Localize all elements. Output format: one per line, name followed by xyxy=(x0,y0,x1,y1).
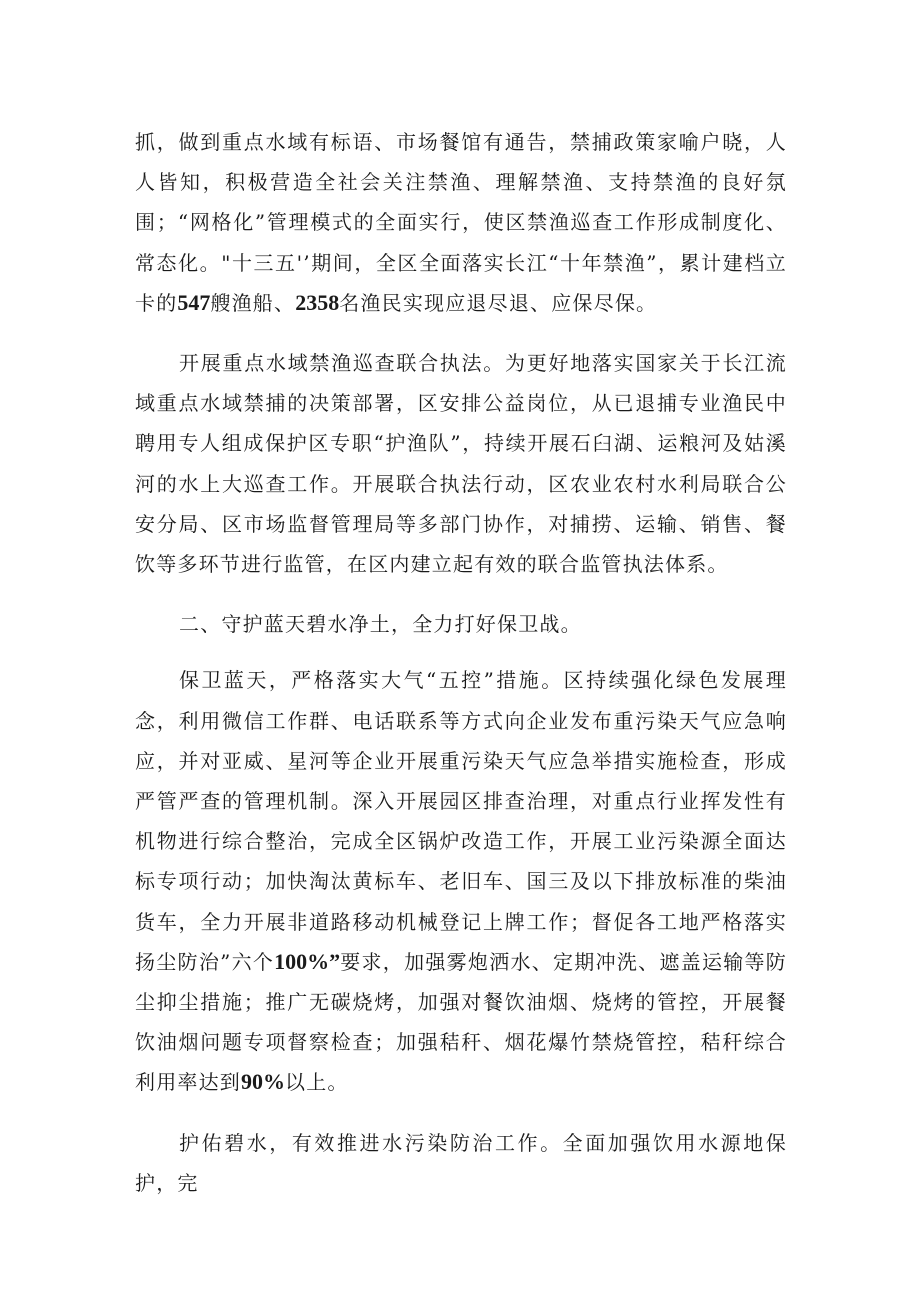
section-heading xyxy=(135,604,787,644)
fisherman-count: 2358 xyxy=(295,289,340,315)
paragraph-text: 开展重点水域禁渔巡查联合执法。为更好地落实国家关于长江流域重点水域禁捕的决策部署，区安排公益岗位，从已退捕专业渔民中聘用专人组成保护区专职“护渔队”，持续开展石臼湖、运粮河及姑溪河的水上大巡查工作。开展联合执法行动，区农业农村水利局联合公安分局、区市场监督管理局等多部门协作，对捕捞、运输、销售、餐饮等多环节进行监管，在区内建立起有效的联合监管执法体系。 xyxy=(135,351,787,577)
paragraph-blue-sky-protection xyxy=(135,660,787,1102)
paragraph-text: 艘渔船、 xyxy=(210,290,296,315)
paragraph-text: 抓，做到重点水域有标语、市场餐馆有通告，禁捕政策家喻户晓，人人皆知，积极营造全社会关注禁渔、理解禁渔、支持禁渔的良好氛围；“网格化”管理模式的全面实行，使区禁渔巡查工作形成制度化、常态化。"十三五'’期间，全区全面落实长江“十年禁渔”，累计建档立卡的 xyxy=(135,130,787,315)
paragraph-text: 以上。 xyxy=(285,1070,349,1095)
paragraph-joint-law-enforcement xyxy=(135,343,787,584)
fishing-boat-count: 547 xyxy=(177,289,211,315)
paragraph-text: 保卫蓝天，严格落实大气“五控”措施。区持续强化绿色发展理念，利用微信工作群、电话联系等方式向企业发布重污染天气应急响应，并对亚威、星河等企业开展重污染天气应急举措实施检查，形成严管严查的管理机制。深入开展园区排查治理，对重点行业挥发性有机物进行综合整治，完成全区锅炉改造工作，开展工业污染源全面达标专项行动；加快淘汰黄标车、老旧车、国三及以下排放标准的柴油货车，全力开展非道路移动机械登记上牌工作；督促各工地严格落实扬尘防治”六个 xyxy=(135,668,787,974)
paragraph-text: 名渔民实现应退尽退、应保尽保。 xyxy=(339,290,658,315)
dust-control-percentage: 100%” xyxy=(274,948,341,974)
document-body xyxy=(135,122,787,1223)
paragraph-text: 护佑碧水，有效推进水污染防治工作。全面加强饮用水源地保护，完 xyxy=(135,1130,787,1195)
heading-text: 二、守护蓝天碧水净土，全力打好保卫战。 xyxy=(179,612,582,637)
straw-utilization-rate: 90% xyxy=(241,1069,285,1095)
paragraph-clear-water-protection xyxy=(135,1123,787,1203)
paragraph-text: 要求，加强雾炮洒水、定期冲洗、遮盖运输等防尘抑尘措施；推广无碳烧烤，加强对餐饮油烟、烧烤的管控，开展餐饮油烟问题专项督察检查；加强秸秆、烟花爆竹禁烧管控，秸秆综合利用率达到 xyxy=(135,949,788,1095)
paragraph-fishing-ban-publicity xyxy=(135,122,787,323)
